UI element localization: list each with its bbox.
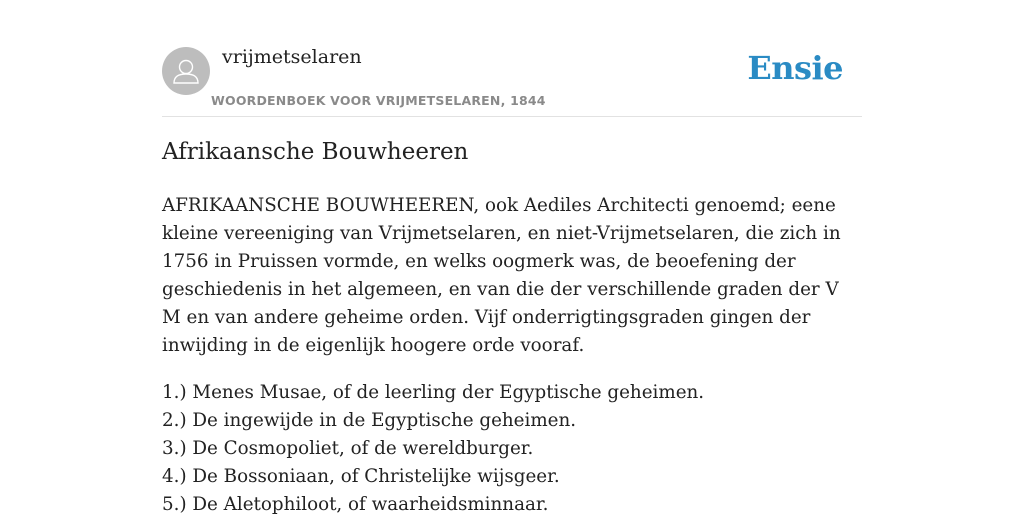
list-item: 5.) De Aletophiloot, of waarheidsminnaar.	[162, 494, 549, 515]
author-link[interactable]: vrijmetselaren	[222, 46, 362, 68]
list-item: 4.) De Bossoniaan, of Christelijke wijsgeer.	[162, 466, 560, 487]
article-header	[162, 0, 862, 117]
article-body: AFRIKAANSCHE BOUWHEEREN, ook Aediles Architecti genoemd; eene kleine vereeniging van Vrijmetselaren, en niet-Vrijmetselaren, die zich in 1756 in Pruissen vormde, en welks oogmerk was, de beoefening der geschiedenis in het algemeen, en van die der verschillende graden der V M en van andere geheime orden. Vijf onderrigtingsgraden gingen der inwijding in de eigenlijk hoogere orde vooraf.	[162, 195, 841, 356]
list-item: 3.) De Cosmopoliet, of de wereldburger.	[162, 438, 534, 459]
user-avatar-icon[interactable]	[162, 47, 210, 95]
article-title: Afrikaansche Bouwheeren	[162, 139, 469, 165]
user-silhouette-icon	[162, 47, 210, 95]
page-container	[162, 0, 862, 515]
grade-list	[162, 379, 862, 519]
list-item: 1.) Menes Musae, of de leerling der Egyptische geheimen.	[162, 382, 705, 403]
source-link[interactable]: WOORDENBOEK VOOR VRIJMETSELAREN, 1844	[211, 93, 546, 108]
ensie-logo[interactable]: Ensie	[747, 49, 843, 87]
list-item: 2.) De ingewijde in de Egyptische geheimen.	[162, 410, 577, 431]
